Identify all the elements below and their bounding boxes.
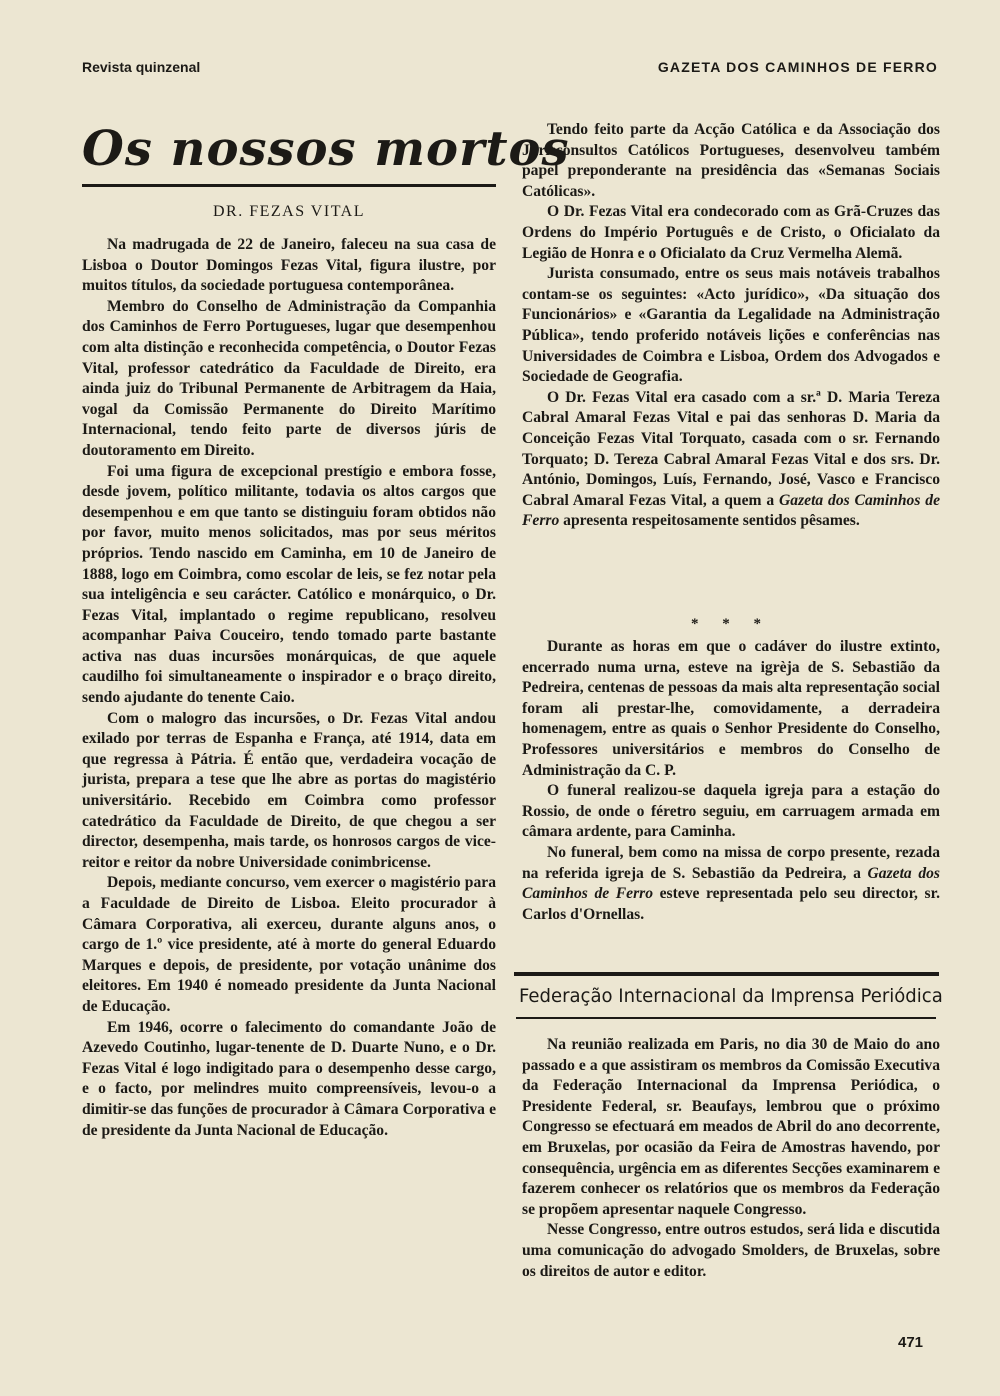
title-rule (82, 184, 496, 187)
obituary-left-text (82, 235, 496, 1141)
paragraph-text: O Dr. Fezas Vital era casado com a sr.ª D. Maria Tereza Cabral Amaral Fezas Vital e pai das senhoras D. Maria da Conceição Fezas Vital Torquato, casada com o sr. Fernando Torquato; D. Tereza Cabral Amaral Fezas Vital e dos srs. Dr. António, Domingos, Luís, Fernando, José, Vasco e Francisco Cabral Amaral Fezas Vital, a quem a (522, 388, 940, 509)
paragraph: Na reunião realizada em Paris, no dia 30 de Maio do ano passado e a que assistiram os membros da Comissão Executiva da Federação Internacional da Imprensa Periódica, o Presidente Federal, sr. Beaufays, lembrou que o próximo Congresso se efectuará em meados de Abril do ano decorrente, em Bruxelas, por ocasião da Feira de Amostras havendo, por consequência, urgência em as diferentes Secções examinarem e fazerem conhecer os relatórios que os membros da Federação se propõem apresentar naquele Congresso. (522, 1036, 940, 1218)
paragraph: Depois, mediante concurso, vem exercer o magistério para a Faculdade de Direito de Lisboa. Eleito procurador à Câmara Corporativa, ali exerceu, durante alguns anos, o cargo de 1.º vice presidente, até à morte do general Eduardo Marques e depois, de presidente, por votação unânime dos eleitores. Em 1940 é nomeado presidente da Junta Nacional de Educação. (82, 874, 496, 1015)
federation-text (522, 1035, 940, 1282)
paragraph-text: apresenta respeitosamente sentidos pêsames. (563, 512, 860, 530)
paragraph: Com o malogro das incursões, o Dr. Fezas Vital andou exilado por terras de Espanha e França, até 1914, data em que regressa à Pátria. É então que, verdadeira vocação de jurista, prepara a tese que lhe abre as portas do magistério universitário. Recebido em Coimbra como professor catedrático da Faculdade de Direito, de que chegou a ser director, desempenha, mais tarde, os honrosos cargos de vice-reitor e reitor da nobre Universidade conimbricense. (82, 709, 496, 871)
article-separator-rule (514, 972, 939, 976)
paragraph-text: esteve representada pelo seu director, sr. Carlos d'Ornellas. (522, 885, 940, 923)
publication-name: Gazeta dos Caminhos de Ferro (522, 864, 940, 903)
paragraph: Foi uma figura de excepcional prestígio e embora fosse, desde jovem, político militante, todavia os altos cargos que desempenhou e em que tanto se distinguiu foram obtidos não por favor, muito menos solicitados, mas por seus méritos próprios. Tendo nascido em Caminha, em 10 de Janeiro de 1888, logo em Coimbra, como escolar de leis, se fez notar pela sua inteligência e seu carácter. Católico e monárquico, o Dr. Fezas Vital, implantado o regime republicano, resolveu acompanhar Paiva Couceiro, tendo tomado parte bastante activa nas duas incursões monárquicas, de que aquele caudilho foi simultaneamente o inspirador e o braço direito, sendo ajudante do tenente Caio. (82, 462, 496, 707)
paragraph: Durante as horas em que o cadáver do ilustre extinto, encerrado numa urna, esteve na igrèja de S. Sebastião da Pedreira, centenas de pessoas da mais alta representação social foram ali prestar-lhe, comovidamente, a derradeira homenagem, entre as quais o Senhor Presidente do Conselho, Professores universitários e membros do Conselho de Administração da C. P. (522, 638, 940, 779)
paragraph (522, 843, 940, 925)
article-byline: DR. FEZAS VITAL (212, 203, 366, 220)
paragraph: Jurista consumado, entre os seus mais notáveis trabalhos contam-se os seguintes: «Acto jurídico», «Da situação dos Funcionários» e «Garantia da Legalidade na Administração Pública», tendo proferido notáveis lições e conferências nas Universidades de Coimbra e Lisboa, Ordem dos Advogados e Sociedade de Geografia. (522, 265, 940, 386)
obituary-right-text (522, 120, 940, 532)
paragraph: Nesse Congresso, entre outros estudos, será lida e discutida uma comunicação do advogado Smolders, de Bruxelas, sobre os direitos de autor e editor. (522, 1221, 940, 1280)
paragraph: O Dr. Fezas Vital era condecorado com as Grã-Cruzes das Ordens do Império Português e de Cristo, o Oficialato da Legião de Honra e o Oficialato da Cruz Vermelha Alemã. (522, 203, 940, 262)
paragraph: Em 1946, ocorre o falecimento do comandante João de Azevedo Coutinho, lugar-tenente de D. Duarte Nuno, e o Dr. Fezas Vital é logo indigitado para o desempenho desse cargo, e o facto, por melindres muito compreensíveis, levou-o a dimitir-se das funções de procurador à Câmara Corporativa e de presidente da Junta Nacional de Educação. (82, 1018, 496, 1139)
paragraph: Tendo feito parte da Acção Católica e da Associação dos Jurisconsultos Católicos Portugueses, desenvolveu também papel preponderante na presidência das «Semanas Sociais Católicas». (522, 121, 940, 200)
federation-title: Federação Internacional da Imprensa Periódica (519, 985, 943, 1007)
paragraph-text: No funeral, bem como na missa de corpo presente, rezada na referida igreja de S. Sebastião da Pedreira, a (522, 843, 940, 882)
paragraph: O funeral realizou-se daquela igreja para a estação do Rossio, de onde o féretro seguiu, em carruagem armada em câmara ardente, para Caminha. (522, 782, 940, 841)
paragraph: Na madrugada de 22 de Janeiro, faleceu na sua casa de Lisboa o Doutor Domingos Fezas Vital, figura ilustre, por muitos títulos, da sociedade portuguesa contemporânea. (82, 236, 496, 295)
publication-name: Gazeta dos Caminhos de Ferro (522, 491, 940, 530)
funeral-text (522, 637, 940, 925)
section-title: Os nossos mortos (82, 121, 570, 177)
header-left: Revista quinzenal (82, 59, 201, 75)
header-right: GAZETA DOS CAMINHOS DE FERRO (657, 59, 938, 75)
section-separator-stars: * * * (691, 616, 771, 632)
federation-title-underline (516, 1017, 936, 1019)
paragraph (522, 388, 940, 532)
page-number: 471 (898, 1334, 924, 1351)
paragraph: Membro do Conselho de Administração da Companhia dos Caminhos de Ferro Portugueses, lugar que desempenhou com alta distinção e reconhecida competência, o Doutor Fezas Vital, professor catedrático da Faculdade de Direito, era ainda juiz do Tribunal Permanente de Arbitragem da Haia, vogal da Comissão Permanente do Direito Marítimo Internacional, tendo feito parte de diversos júris de doutoramento em Direito. (82, 297, 496, 459)
